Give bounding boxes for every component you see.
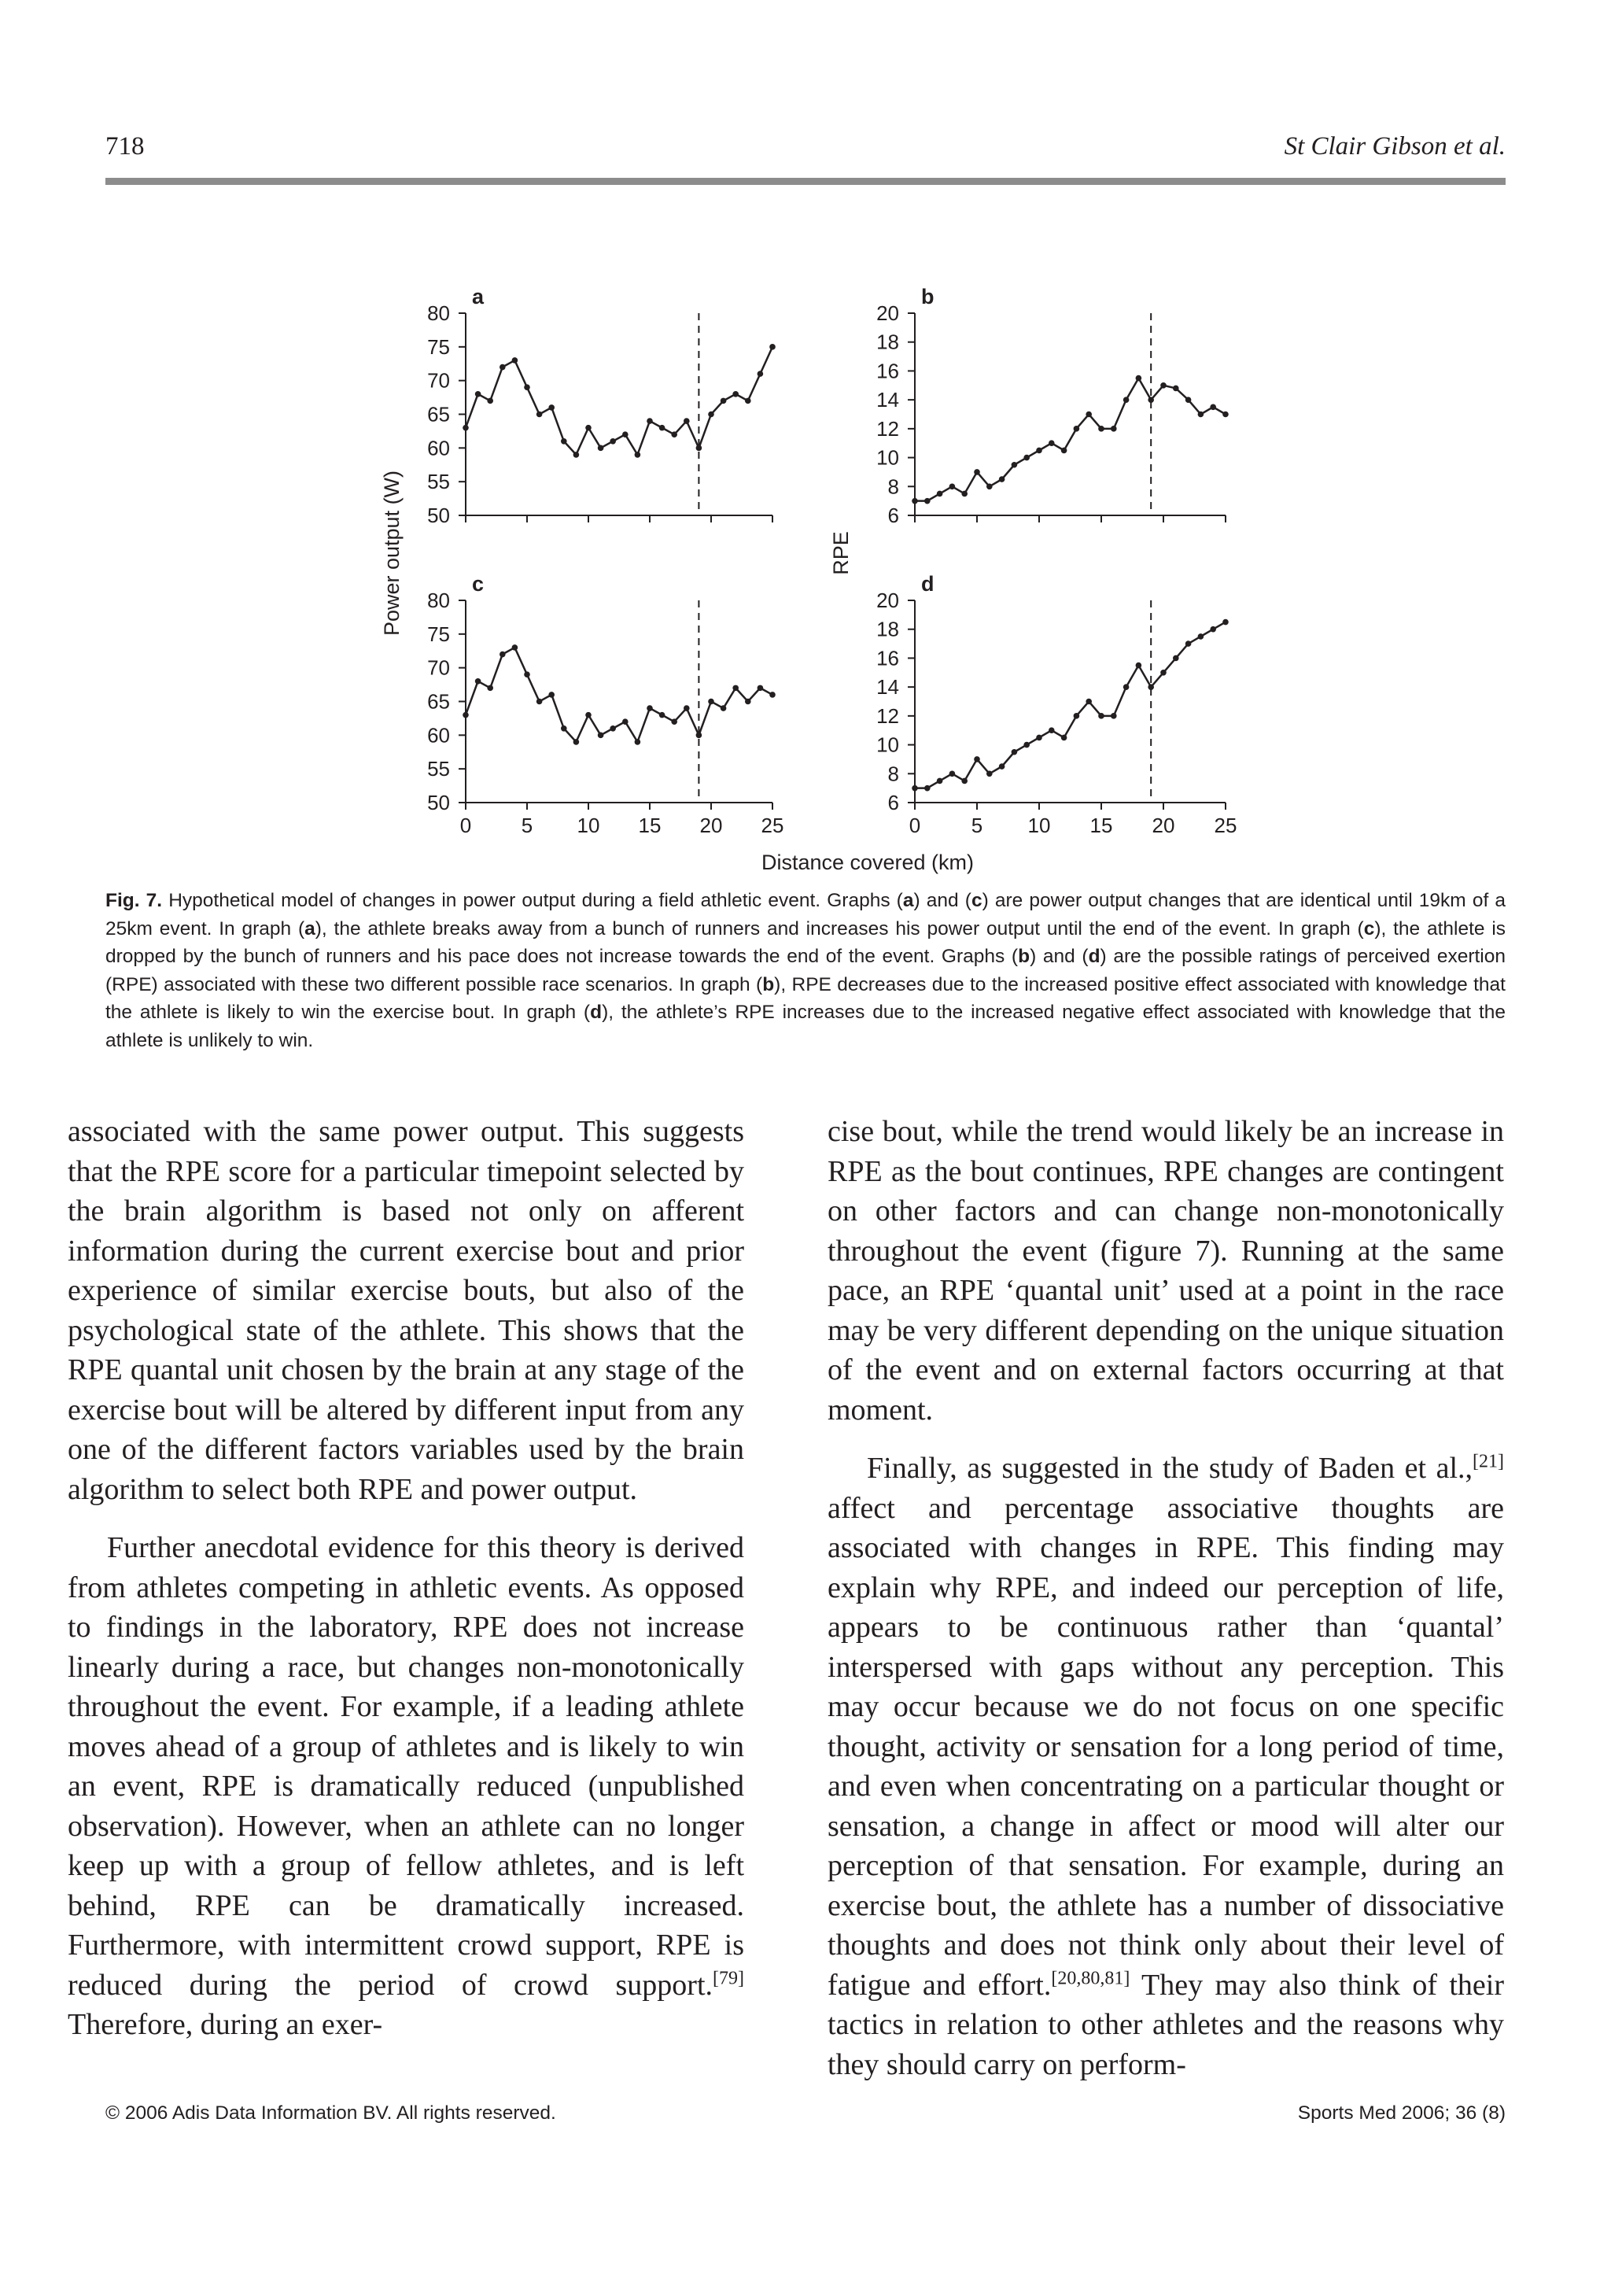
data-point-a — [598, 445, 604, 452]
data-point-b — [1198, 412, 1204, 418]
data-point-a — [548, 404, 555, 411]
data-point-b — [924, 498, 931, 504]
data-point-d — [986, 770, 993, 777]
data-point-b — [1036, 448, 1042, 454]
y-tick-label-b: 14 — [876, 388, 899, 412]
data-point-d — [1123, 684, 1130, 690]
data-point-b — [1148, 397, 1154, 403]
data-point-d — [1023, 742, 1030, 748]
data-point-a — [696, 445, 702, 452]
figure-7 — [0, 260, 1611, 889]
caption-ref: a — [902, 890, 914, 911]
data-point-a — [647, 418, 653, 424]
data-point-d — [1111, 713, 1117, 719]
journal-citation: Sports Med 2006; 36 (8) — [1297, 2102, 1506, 2124]
data-point-d — [1049, 727, 1055, 733]
x-tick-label-c: 15 — [638, 814, 662, 837]
x-tick-label-c: 10 — [577, 814, 600, 837]
data-point-a — [610, 438, 616, 445]
data-point-b — [1160, 382, 1167, 389]
caption-ref: d — [590, 1002, 603, 1023]
y-tick-label-a: 50 — [427, 504, 450, 527]
y-tick-label-d: 8 — [887, 762, 899, 786]
data-point-d — [1136, 663, 1142, 669]
paragraph — [68, 1528, 744, 2045]
data-point-c — [524, 671, 530, 677]
data-point-b — [1222, 412, 1229, 418]
data-point-a — [463, 425, 469, 431]
paragraph-text: affect and percentage associative thoughts are associated with changes in RPE. This finding may explain why RPE, and indeed our perception of life, appears to be continuous rather than ‘quantal’ interspersed with gaps without any perception. This may occur because we do not focus on one specific thought, activity or sensation for a long period of time, and even when concentrating on a particular thought or sensation, a change in affect or mood will alter our perception of that sensation. For example, during an exercise bout, the athlete has a number of dissociative thoughts and does not think only about their level of fatigue and effort. — [828, 1491, 1504, 2002]
citation: [79] — [713, 1967, 744, 1988]
y-label-rpe: RPE — [829, 531, 853, 575]
data-point-c — [598, 733, 604, 739]
data-point-b — [937, 491, 943, 497]
data-point-c — [548, 692, 555, 698]
caption-text: ) and ( — [913, 890, 971, 911]
y-label-power: Power output (W) — [380, 470, 404, 637]
y-tick-label-c: 65 — [427, 689, 450, 714]
paragraph-text: They may also think of their tactics in relation to other athletes and the reasons why they should carry on perform- — [828, 1968, 1504, 2081]
y-tick-label-b: 10 — [876, 445, 899, 470]
data-point-b — [1111, 426, 1117, 432]
y-tick-label-a: 65 — [427, 402, 450, 426]
data-point-d — [961, 778, 968, 784]
data-point-c — [696, 733, 702, 739]
y-tick-label-d: 14 — [876, 675, 899, 700]
data-point-c — [463, 712, 469, 718]
y-tick-label-c: 70 — [427, 655, 450, 680]
data-point-b — [1098, 426, 1104, 432]
header-rule — [105, 178, 1506, 185]
data-point-c — [487, 685, 493, 692]
data-point-c — [745, 699, 751, 705]
copyright: © 2006 Adis Data Information BV. All rights reserved. — [105, 2102, 556, 2124]
caption-ref: d — [1088, 946, 1100, 967]
data-point-d — [1198, 633, 1204, 640]
data-point-b — [1012, 462, 1018, 468]
caption-text: ) are power output changes that are identical until 19km of a 25km event. In graph ( — [105, 890, 1506, 939]
data-point-a — [769, 344, 776, 350]
data-point-c — [769, 692, 776, 698]
x-tick-label-d: 20 — [1152, 814, 1175, 837]
data-point-a — [684, 418, 690, 424]
y-tick-label-d: 12 — [876, 703, 899, 728]
panel-label-b: b — [921, 285, 935, 308]
paragraph-text: Therefore, during an exer- — [68, 2008, 383, 2041]
data-point-d — [1222, 619, 1229, 626]
figure-caption — [105, 887, 1506, 1054]
data-point-a — [561, 438, 567, 445]
data-point-c — [475, 678, 481, 685]
caption-text: ) and ( — [1030, 946, 1089, 967]
data-point-a — [671, 431, 677, 437]
data-point-a — [635, 452, 641, 458]
paragraph — [828, 1449, 1504, 2084]
paragraph: associated with the same power output. This suggests that the RPE score for a particular timepoint selected by the brain algorithm is based not only on afferent information during the current exercise bout and prior experience of similar exercise bouts, but also of the psychological state of the athlete. This shows that the RPE quantal unit chosen by the brain at any stage of the exercise bout will be altered by different input from any one of the different factors variables used by the brain algorithm to select both RPE and power output. — [68, 1115, 744, 1506]
data-point-d — [1160, 670, 1167, 676]
data-point-a — [536, 412, 543, 418]
data-point-d — [1098, 713, 1104, 719]
y-tick-label-c: 50 — [427, 791, 450, 814]
caption-ref: c — [1363, 917, 1375, 939]
series-line-c — [466, 648, 772, 742]
y-tick-label-c: 60 — [427, 723, 450, 747]
series-line-b — [915, 378, 1226, 501]
y-tick-label-d: 20 — [876, 589, 899, 612]
data-point-b — [986, 483, 993, 489]
data-point-b — [1123, 397, 1130, 403]
data-point-b — [974, 469, 980, 475]
data-point-d — [974, 756, 980, 762]
data-point-d — [912, 785, 918, 792]
page-number: 718 — [105, 132, 145, 161]
data-point-b — [949, 483, 956, 489]
data-point-b — [1185, 397, 1192, 403]
data-point-a — [512, 357, 518, 364]
data-point-b — [1136, 375, 1142, 382]
data-point-c — [684, 705, 690, 711]
data-point-d — [924, 785, 931, 792]
data-point-d — [1210, 626, 1216, 633]
data-point-b — [912, 498, 918, 504]
data-point-c — [635, 739, 641, 745]
data-point-d — [1086, 699, 1092, 705]
data-point-c — [536, 699, 543, 705]
data-point-c — [721, 705, 727, 711]
data-point-a — [475, 391, 481, 397]
data-point-c — [622, 718, 629, 725]
data-point-d — [1185, 640, 1192, 647]
data-point-c — [708, 699, 714, 705]
panel-label-c: c — [472, 572, 485, 596]
data-point-d — [999, 763, 1005, 770]
y-tick-label-d: 6 — [887, 791, 899, 814]
data-point-c — [500, 652, 506, 658]
data-point-c — [561, 725, 567, 732]
caption-text: ), the athlete is dropped by the bunch of runners and his pace does not increase towards the end of the event. Graphs ( — [105, 917, 1506, 967]
data-point-b — [1074, 426, 1080, 432]
data-point-a — [573, 452, 580, 458]
caption-text: ), the athlete breaks away from a bunch of runners and increases his power output until the end of the event. In graph ( — [315, 917, 1364, 939]
data-point-a — [500, 364, 506, 371]
paragraph: cise bout, while the trend would likely be an increase in RPE as the bout continues, RPE changes are contingent on other factors and can change non-monotonically throughout the event (figure 7). Running at the same pace, an RPE ‘quantal unit’ used at a point in the race may be very different depending on the unique situation of the event and on external factors occurring at that moment. — [828, 1115, 1504, 1427]
data-point-c — [659, 712, 665, 718]
data-point-d — [1148, 684, 1154, 690]
data-point-c — [512, 644, 518, 651]
y-tick-label-b: 20 — [876, 301, 899, 325]
data-point-d — [1036, 735, 1042, 741]
data-point-d — [949, 770, 956, 777]
body-column-left — [68, 1112, 744, 2045]
data-point-b — [1023, 455, 1030, 461]
data-point-b — [1049, 440, 1055, 446]
y-tick-label-b: 16 — [876, 359, 899, 383]
data-point-a — [585, 425, 592, 431]
caption-text: Hypothetical model of changes in power output during a field athletic event. Graphs ( — [162, 890, 903, 911]
y-tick-label-c: 80 — [427, 589, 450, 612]
data-point-d — [937, 778, 943, 784]
y-tick-label-c: 55 — [427, 757, 450, 781]
running-author: St Clair Gibson et al. — [1284, 132, 1506, 161]
data-point-a — [659, 425, 665, 431]
x-tick-label-c: 5 — [521, 814, 533, 837]
data-point-b — [961, 491, 968, 497]
x-tick-label-c: 20 — [699, 814, 723, 837]
x-label-distance: Distance covered (km) — [761, 851, 975, 874]
x-tick-label-c: 0 — [459, 814, 472, 837]
y-tick-label-b: 6 — [887, 504, 899, 527]
data-point-a — [708, 412, 714, 418]
x-tick-label-d: 5 — [971, 814, 983, 837]
body-column-right — [828, 1112, 1504, 2084]
data-point-c — [671, 718, 677, 725]
caption-text: ), the athlete’s RPE increases due to the increased negative effect associated with knowledge that the athlete is unlikely to win. — [105, 1002, 1506, 1051]
citation: [20,80,81] — [1051, 1967, 1130, 1988]
x-tick-label-d: 0 — [909, 814, 921, 837]
caption-text: ) are the possible ratings of perceived exertion (RPE) associated with these two different possible race scenarios. In graph ( — [105, 946, 1506, 995]
data-point-b — [1173, 386, 1179, 392]
caption-ref: a — [304, 917, 315, 939]
paragraph-text: Finally, as suggested in the study of Baden et al., — [867, 1452, 1473, 1485]
panel-label-d: d — [921, 572, 935, 596]
panel-label-a: a — [472, 285, 485, 308]
y-tick-label-a: 55 — [427, 470, 450, 494]
data-point-a — [745, 398, 751, 404]
data-point-d — [1173, 655, 1179, 662]
data-point-a — [622, 431, 629, 437]
paragraph-text: Further anecdotal evidence for this theory is derived from athletes competing in athletic events. As opposed to findings in the laboratory, RPE does not increase linearly during a race, but changes non-monotonically throughout the event. For example, if a leading athlete moves ahead of a group of athletes and is likely to win an event, RPE is dramatically reduced (unpublished observation). However, when an athlete can no longer keep up with a group of fellow athletes, and is left behind, RPE can be dramatically increased. Furthermore, with intermittent crowd support, RPE is reduced during the period of crowd support. — [68, 1531, 744, 2002]
caption-ref: b — [1018, 946, 1030, 967]
data-point-c — [647, 705, 653, 711]
x-tick-label-c: 25 — [761, 814, 784, 837]
y-tick-label-a: 70 — [427, 368, 450, 393]
data-point-d — [1061, 735, 1067, 741]
data-point-b — [1086, 412, 1092, 418]
y-tick-label-b: 18 — [876, 330, 899, 354]
data-point-d — [1074, 713, 1080, 719]
series-line-d — [915, 622, 1226, 788]
data-point-a — [487, 398, 493, 404]
data-point-a — [524, 384, 530, 390]
data-point-b — [1210, 404, 1216, 411]
data-point-a — [758, 371, 764, 377]
data-point-a — [732, 391, 739, 397]
y-tick-label-d: 16 — [876, 646, 899, 670]
data-point-c — [610, 725, 616, 732]
caption-label: Fig. 7. — [105, 890, 163, 911]
y-tick-label-a: 60 — [427, 436, 450, 460]
caption-ref: b — [762, 973, 775, 995]
x-tick-label-d: 10 — [1027, 814, 1051, 837]
y-tick-label-d: 10 — [876, 733, 899, 757]
data-point-a — [721, 398, 727, 404]
data-point-b — [999, 476, 1005, 482]
citation: [21] — [1473, 1451, 1504, 1472]
x-tick-label-d: 15 — [1089, 814, 1113, 837]
y-tick-label-c: 75 — [427, 622, 450, 646]
caption-text: ), RPE decreases due to the increased positive effect associated with knowledge that the athlete is likely to win the exercise bout. In graph ( — [105, 973, 1506, 1023]
y-tick-label-b: 8 — [887, 474, 899, 499]
data-point-c — [585, 712, 592, 718]
data-point-b — [1061, 448, 1067, 454]
data-point-c — [732, 685, 739, 692]
data-point-c — [573, 739, 580, 745]
x-tick-label-d: 25 — [1214, 814, 1237, 837]
series-line-a — [466, 347, 772, 455]
data-point-d — [1012, 749, 1018, 755]
y-tick-label-b: 12 — [876, 416, 899, 441]
caption-ref: c — [971, 890, 982, 911]
y-tick-label-d: 18 — [876, 617, 899, 641]
y-tick-label-a: 80 — [427, 301, 450, 325]
data-point-c — [758, 685, 764, 692]
y-tick-label-a: 75 — [427, 334, 450, 359]
